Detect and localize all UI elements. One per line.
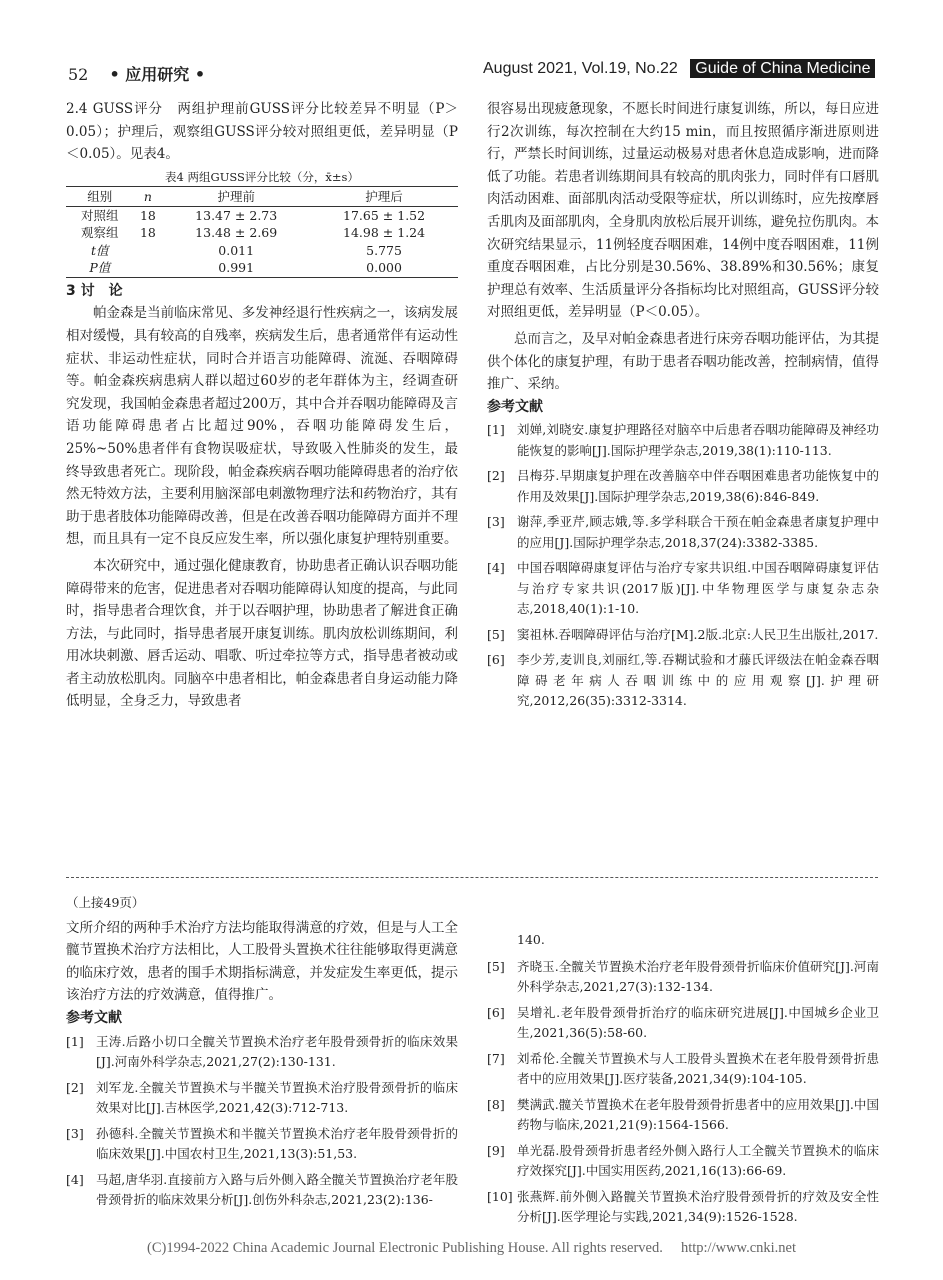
top-right-column [487, 98, 879, 717]
references-heading: 参考文献 [66, 1009, 122, 1026]
table-cell: 13.47 ± 2.73 [195, 207, 278, 223]
reference-item [487, 466, 879, 507]
table-cell: 14.98 ± 1.24 [343, 225, 426, 241]
reference-number: [2] [487, 468, 505, 484]
reference-number: [10] [487, 1188, 513, 1204]
table-cell: 18 [139, 225, 156, 241]
reference-item [487, 625, 879, 646]
reference-number: [8] [487, 1096, 505, 1112]
reference-number: [4] [66, 1171, 84, 1187]
table-header-cell: 组别 [66, 186, 134, 206]
references-list [66, 1032, 458, 1211]
reference-text: 单光磊.股骨颈骨折患者经外侧入路行人工全髋关节置换术的临床疗效探究[J].中国实用医药,2021,16(13):66-69. [517, 1142, 879, 1178]
reference-text: 王涛.后路小切口全髋关节置换术治疗老年股骨颈骨折的临床效果[J].河南外科学杂志,2021,27(2):130-131. [96, 1033, 458, 1070]
reference-item [487, 558, 879, 620]
table-cell [134, 242, 163, 260]
table-cell: 观察组 [81, 225, 119, 241]
section-label: • 应用研究 • [109, 65, 206, 84]
reference-continuation: 140. [517, 932, 545, 947]
table-cell: 0.991 [162, 259, 310, 277]
reference-item [487, 650, 879, 712]
bottom-right-column [487, 930, 879, 1233]
table-cell: 17.65 ± 1.52 [343, 207, 426, 223]
table-header-cell: n [134, 186, 163, 206]
references-heading: 参考文献 [487, 398, 543, 415]
reference-item [66, 1032, 458, 1073]
reference-number: [6] [487, 1004, 505, 1020]
reference-item [487, 957, 879, 998]
reference-number: [1] [66, 1033, 84, 1049]
table-header-row [66, 186, 458, 206]
reference-text: 马超,唐华羽.直接前方入路与后外侧入路全髋关节置换治疗老年股骨颈骨折的临床效果分析[J].创伤外科杂志,2021,23(2):136- [96, 1171, 458, 1208]
reference-item [487, 1141, 879, 1182]
reference-text: 齐晓玉.全髋关节置换术治疗老年股骨颈骨折临床价值研究[J].河南外科学杂志,2021,27(3):132-134. [517, 958, 879, 994]
table-cell: 0.011 [218, 242, 255, 258]
reference-item [487, 420, 879, 461]
reference-item [66, 1078, 458, 1119]
reference-text: 吕梅芬.早期康复护理在改善脑卒中伴吞咽困难患者功能恢复中的作用及效果[J].国际护理学杂志,2019,38(6):846-849. [517, 468, 879, 504]
table-4-caption: 表4 两组GUSS评分比较（分，x̄±s） [165, 169, 359, 184]
table-row [66, 259, 458, 277]
reference-item [487, 1095, 879, 1136]
discussion-paragraph-2: 本次研究中，通过强化健康教育，协助患者正确认识吞咽功能障碍带来的危害，促进患者对吞咽功能障碍认知度的提高，与此同时，指导患者合理饮食，并于以吞咽护理，协助患者了解进食正确方法，与此同时，指导患者展开康复训练。肌肉放松训练期间，利用冰块刺激、唇舌运动、唱歌、听过牵拉等方式，指导患者被动或者主动放松肌肉。同脑卒中患者相比，帕金森患者自身运动能力降低明显，全身乏力，导致患者 [66, 557, 458, 710]
table-cell: t值 [91, 242, 109, 258]
reference-text: 吴增礼.老年股骨颈骨折治疗的临床研究进展[J].中国城乡企业卫生,2021,36(5):58-60. [517, 1004, 879, 1040]
bottom-left-paragraph: 文所介绍的两种手术治疗方法均能取得满意的疗效，但是与人工全髋节置换术治疗方法相比，人工股骨头置换术往往能够取得更满意的临床疗效，患者的围手术期指标满意，并发症发生率更低，提示该治疗方法的疗效满意，值得推广。 [66, 919, 458, 1004]
table-cell: 0.000 [310, 259, 458, 277]
table-row [66, 242, 458, 260]
discussion-paragraph-1: 帕金森是当前临床常见、多发神经退行性疾病之一，该病发展相对缓慢，具有较高的自残率，疾病发生后，患者通常伴有运动性症状、非运动性症状，同时合并语言功能障碍、流涎、吞咽障碍等。帕金森疾病患病人群以超过60岁的老年群体为主，经调查研究发现，我国帕金森患者超过200万，其中合并吞咽功能障碍及言语功能障碍患者占比超过90%，吞咽功能障碍发生后，25%~50%患者伴有食物误吸症状，导致吸入性肺炎的发生，最终导致患者死亡。现阶段，帕金森疾病吞咽功能障碍患者的治疗依然无特效方法，主要利用脑深部电刺激物理疗法和药物治疗，其有助于患者肢体功能障碍改善，但是在改善吞咽功能障碍方面并不理想，而且具有一定不良反应发生率，所以强化康复护理特别重要。 [66, 305, 458, 548]
page-number: 52 [68, 65, 89, 84]
bottom-left-column [66, 892, 458, 1216]
page-header-right [483, 60, 875, 78]
reference-text: 窦祖林.吞咽障碍评估与治疗[M].2版.北京:人民卫生出版社,2017. [517, 626, 879, 642]
table-cell: 18 [139, 207, 156, 223]
reference-item [487, 1049, 879, 1090]
reference-number: [1] [487, 422, 505, 438]
reference-number: [7] [487, 1050, 505, 1066]
reference-item [66, 1170, 458, 1211]
reference-item [487, 1003, 879, 1044]
reference-item [66, 1124, 458, 1165]
reference-text: 樊满武.髋关节置换术在老年股骨颈骨折患者中的应用效果[J].中国药物与临床,2021,21(9):1564-1566. [517, 1096, 879, 1132]
top-left-column [66, 98, 458, 713]
table-cell: P值 [66, 259, 134, 277]
reference-item [487, 1187, 879, 1228]
table-4 [66, 186, 458, 278]
reference-text: 张燕辉.前外侧入路髋关节置换术治疗股骨颈骨折的疗效及安全性分析[J].医学理论与实践,2021,34(9):1526-1528. [517, 1188, 879, 1224]
reference-text: 刘婵,刘晓安.康复护理路径对脑卒中后患者吞咽功能障碍及神经功能恢复的影响[J].国际护理学杂志,2019,38(1):110-113. [517, 422, 879, 458]
continued-note: （上接49页） [66, 895, 145, 910]
conclusion-paragraph: 总而言之，及早对帕金森患者进行床旁吞咽功能评估，为其提供个体化的康复护理，有助于患者吞咽功能改善，控制病情，值得推广、采纳。 [487, 330, 879, 393]
reference-number: [6] [487, 652, 505, 668]
table-cell: 13.48 ± 2.69 [195, 225, 278, 241]
table-row [66, 206, 458, 224]
reference-number: [5] [487, 958, 505, 974]
copyright-footer: (C)1994-2022 China Academic Journal Electronic Publishing House. All rights reserved. http://www.cnki.net [146, 1240, 797, 1256]
table-row [66, 224, 458, 242]
reference-text: 李少芳,麦训良,刘丽红,等.吞糊试验和才藤氏评级法在帕金森吞咽障碍老年病人吞咽训练中的应用观察[J].护理研究,2012,26(35):3312-3314. [517, 652, 879, 709]
reference-text: 刘希伦.全髋关节置换术与人工股骨头置换术在老年股骨颈骨折患者中的应用效果[J].医疗装备,2021,34(9):104-105. [517, 1050, 879, 1086]
discussion-paragraph-3: 很容易出现疲惫现象，不愿长时间进行康复训练，所以，每日应进行2次训练，每次控制在大约15 min，而且按照循序渐进原则进行，严禁长时间训练，过量运动极易对患者休息造成影响，进而降低了功能。若患者训练期间具有较高的肌肉张力，同时伴有口唇肌肉活动困难、面部肌肉活动受限等症状，所以训练时，应先按摩唇舌肌肉及面部肌肉，全身肌肉放松后展开训练，避免拉伤肌肉。本次研究结果显示，11例轻度吞咽困难，14例中度吞咽困难，11例重度吞咽困难，占比分别是30.56%、38.89%和30.56%；康复护理总有效率、生活质量评分各指标均比对照组高，GUSS评分较对照组更低，差异明显（P＜0.05）。 [487, 101, 879, 321]
issue-info: August 2021, Vol.19, No.22 [483, 60, 678, 77]
reference-number: [5] [487, 626, 505, 642]
reference-text: 谢萍,季亚芹,顾志娥,等.多学科联合干预在帕金森患者康复护理中的应用[J].国际护理学杂志,2018,37(24):3382-3385. [517, 514, 879, 550]
reference-number: [3] [487, 514, 505, 530]
section-divider [66, 877, 878, 878]
table-cell [134, 259, 163, 277]
journal-name: Guide of China Medicine [690, 59, 875, 78]
reference-number: [9] [487, 1142, 505, 1158]
table-cell: 5.775 [366, 242, 402, 258]
discussion-heading: 3 讨 论 [66, 282, 123, 299]
table-cell: 对照组 [81, 207, 119, 223]
reference-text: 孙德科.全髋关节置换术和半髋关节置换术治疗老年股骨颈骨折的临床效果[J].中国农村卫生,2021,13(3):51,53. [96, 1125, 458, 1162]
table-header-cell: 护理前 [162, 186, 310, 206]
page-header-left [68, 62, 205, 85]
reference-number: [4] [487, 560, 505, 576]
section-2-4-paragraph: 2.4 GUSS评分 两组护理前GUSS评分比较差异不明显（P＞0.05）；护理后，观察组GUSS评分较对照组更低，差异明显（P＜0.05）。见表4。 [66, 101, 458, 163]
reference-text: 中国吞咽障碍康复评估与治疗专家共识组.中国吞咽障碍康复评估与治疗专家共识(2017版)[J].中华物理医学与康复杂志杂志,2018,40(1):1-10. [517, 560, 879, 617]
reference-item [487, 512, 879, 553]
table-header-cell: 护理后 [310, 186, 458, 206]
reference-text: 刘军龙.全髋关节置换术与半髋关节置换术治疗股骨颈骨折的临床效果对比[J].吉林医学,2021,42(3):712-713. [96, 1079, 458, 1116]
reference-number: [3] [66, 1125, 84, 1141]
reference-number: [2] [66, 1079, 84, 1095]
references-list [487, 420, 879, 712]
